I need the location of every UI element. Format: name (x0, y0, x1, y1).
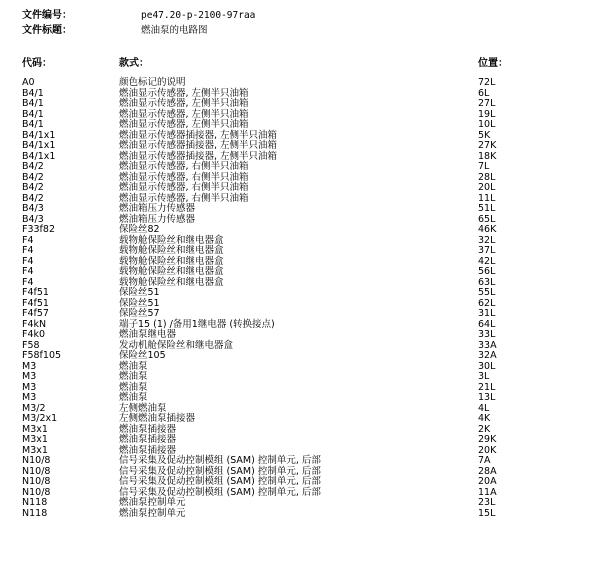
table-row (0, 330, 608, 341)
table-row (0, 414, 608, 425)
row-code: F4 (22, 266, 34, 277)
table-row (0, 404, 608, 415)
table-row (0, 267, 608, 278)
row-description: 信号采集及促动控制模组 (SAM) 控制单元, 后部 (119, 465, 321, 477)
row-code: B4/1x1 (22, 140, 56, 151)
row-position: 72L (478, 77, 496, 88)
table-row (0, 141, 608, 152)
row-code: B4/1 (22, 108, 44, 120)
table-row (0, 110, 608, 121)
table-row (0, 99, 608, 110)
row-description: 燃油泵 (119, 381, 148, 393)
row-position: 4K (478, 413, 491, 424)
row-description: 保险丝51 (119, 297, 160, 309)
table-row (0, 215, 608, 226)
table-row (0, 246, 608, 257)
row-position: 21L (478, 381, 496, 393)
table-row (0, 162, 608, 173)
doc-title-value: 燃油泵的电路图 (141, 25, 208, 36)
row-position: 46K (478, 224, 497, 235)
row-description: 载物舱保险丝和继电器盒 (119, 276, 224, 288)
row-position: 27L (478, 98, 496, 109)
table-row (0, 204, 608, 215)
row-code: F4 (22, 255, 34, 267)
row-description: 燃油泵继电器 (119, 329, 177, 340)
row-description: 燃油泵插接器 (119, 434, 177, 445)
row-code: F4 (22, 234, 34, 246)
row-description: 信号采集及促动控制模组 (SAM) 控制单元, 后部 (119, 455, 321, 466)
table-row (0, 509, 608, 520)
row-position: 20L (478, 182, 496, 193)
row-position: 23L (478, 497, 496, 508)
row-position: 5K (478, 129, 491, 141)
row-code: M3 (22, 360, 37, 372)
row-code: F4 (22, 276, 34, 288)
row-code: M3/2x1 (22, 413, 58, 424)
row-description: 左侧燃油泵插接器 (119, 413, 196, 424)
row-position: 33L (478, 329, 496, 340)
row-position: 28L (478, 171, 496, 183)
row-description: 信号采集及促动控制模组 (SAM) 控制单元, 后部 (119, 476, 321, 487)
row-description: 燃油泵控制单元 (119, 507, 186, 519)
component-table (0, 78, 608, 519)
row-position: 33A (478, 339, 497, 351)
doc-number-label: 文件编号： (22, 10, 72, 21)
row-position: 56L (478, 266, 496, 277)
row-description: 燃油显示传感器插接器, 左侧半只油箱 (119, 150, 278, 162)
row-position: 30L (478, 360, 496, 372)
row-description: 燃油显示传感器, 左侧半只油箱 (119, 87, 249, 99)
row-position: 63L (478, 276, 496, 288)
row-code: N118 (22, 497, 48, 508)
row-description: 燃油箱压力传感器 (119, 213, 196, 225)
row-position: 42L (478, 255, 496, 267)
table-row (0, 435, 608, 446)
table-row (0, 477, 608, 488)
row-position: 28A (478, 465, 497, 477)
row-code: F4f51 (22, 297, 49, 309)
row-position: 11A (478, 486, 497, 498)
row-description: 保险丝105 (119, 350, 166, 361)
row-code: M3/2 (22, 402, 46, 414)
row-code: B4/2 (22, 161, 44, 172)
row-position: 65L (478, 213, 496, 225)
row-description: 载物舱保险丝和继电器盒 (119, 255, 224, 267)
row-code: N118 (22, 507, 48, 519)
table-row (0, 131, 608, 142)
table-row (0, 183, 608, 194)
row-description: 颜色标记的说明 (119, 77, 186, 88)
row-position: 6L (478, 87, 490, 99)
doc-number-value: pe47.20-p-2100-97raa (141, 10, 256, 21)
row-code: B4/1x1 (22, 129, 56, 141)
row-position: 20A (478, 476, 497, 487)
row-position: 11L (478, 192, 496, 204)
row-description: 燃油显示传感器, 左侧半只油箱 (119, 119, 249, 130)
row-code: F58f105 (22, 350, 62, 361)
row-code: N10/8 (22, 465, 51, 477)
row-position: 32A (478, 350, 497, 361)
row-description: 端子15 (1) /备用1继电器 (转换接点) (119, 318, 275, 330)
row-code: B4/1 (22, 98, 44, 109)
row-code: F4f51 (22, 287, 49, 298)
row-code: N10/8 (22, 455, 51, 466)
row-description: 燃油泵控制单元 (119, 497, 186, 508)
table-row (0, 89, 608, 100)
table-row (0, 351, 608, 362)
column-header-description: 款式： (119, 58, 149, 69)
row-position: 32L (478, 234, 496, 246)
row-position: 31L (478, 308, 496, 319)
row-code: F4k0 (22, 329, 46, 340)
row-code: B4/1x1 (22, 150, 56, 162)
row-position: 13L (478, 392, 496, 403)
table-row (0, 173, 608, 184)
row-position: 37L (478, 245, 496, 256)
table-row (0, 393, 608, 404)
row-code: M3x1 (22, 423, 48, 435)
row-description: 载物舱保险丝和继电器盒 (119, 245, 224, 256)
row-code: F33f82 (22, 224, 55, 235)
row-description: 燃油箱压力传感器 (119, 203, 196, 214)
row-description: 保险丝51 (119, 287, 160, 298)
table-row (0, 236, 608, 247)
row-code: F4kN (22, 318, 47, 330)
row-position: 55L (478, 287, 496, 298)
row-position: 7A (478, 455, 491, 466)
table-row (0, 194, 608, 205)
row-code: M3x1 (22, 434, 48, 445)
table-row (0, 78, 608, 89)
row-code: B4/2 (22, 171, 44, 183)
row-description: 燃油泵 (119, 371, 148, 382)
row-code: M3 (22, 381, 37, 393)
row-code: M3 (22, 371, 37, 382)
row-description: 保险丝82 (119, 224, 160, 235)
row-position: 19L (478, 108, 496, 120)
table-row (0, 225, 608, 236)
row-description: 信号采集及促动控制模组 (SAM) 控制单元, 后部 (119, 486, 321, 498)
column-header-code: 代码： (22, 58, 52, 69)
row-description: 燃油显示传感器, 右侧半只油箱 (119, 182, 249, 193)
row-description: 左侧燃油泵 (119, 402, 167, 414)
table-row (0, 299, 608, 310)
row-description: 保险丝57 (119, 308, 160, 319)
row-position: 18K (478, 150, 497, 162)
row-code: F4 (22, 245, 34, 256)
row-position: 3L (478, 371, 490, 382)
row-position: 62L (478, 297, 496, 309)
table-row (0, 383, 608, 394)
row-code: B4/3 (22, 203, 44, 214)
row-code: B4/2 (22, 192, 44, 204)
row-code: B4/1 (22, 87, 44, 99)
row-description: 发动机舱保险丝和继电器盒 (119, 339, 234, 351)
row-position: 29K (478, 434, 497, 445)
row-position: 27K (478, 140, 497, 151)
row-description: 燃油显示传感器, 右侧半只油箱 (119, 171, 249, 183)
row-position: 10L (478, 119, 496, 130)
table-row (0, 257, 608, 268)
column-header-position: 位置： (478, 58, 508, 69)
row-position: 15L (478, 507, 496, 519)
row-description: 燃油泵 (119, 392, 148, 403)
row-description: 燃油显示传感器, 左侧半只油箱 (119, 98, 249, 109)
row-position: 51L (478, 203, 496, 214)
row-description: 燃油泵 (119, 360, 148, 372)
table-row (0, 320, 608, 331)
row-code: B4/3 (22, 213, 44, 225)
table-row (0, 456, 608, 467)
table-row (0, 288, 608, 299)
row-position: 64L (478, 318, 496, 330)
table-row (0, 425, 608, 436)
table-row (0, 341, 608, 352)
row-code: F4f57 (22, 308, 49, 319)
row-position: 7L (478, 161, 490, 172)
row-position: 4L (478, 402, 490, 414)
row-code: B4/2 (22, 182, 44, 193)
row-description: 燃油显示传感器, 右侧半只油箱 (119, 161, 249, 172)
row-code: F58 (22, 339, 40, 351)
row-position: 2K (478, 423, 491, 435)
table-row (0, 120, 608, 131)
row-code: N10/8 (22, 476, 51, 487)
row-description: 燃油泵插接器 (119, 423, 177, 435)
row-description: 燃油显示传感器插接器, 左侧半只油箱 (119, 140, 278, 151)
table-row (0, 152, 608, 163)
table-row (0, 309, 608, 320)
row-description: 燃油显示传感器, 右侧半只油箱 (119, 192, 249, 204)
row-description: 载物舱保险丝和继电器盒 (119, 266, 224, 277)
row-description: 燃油泵插接器 (119, 444, 177, 456)
doc-title-label: 文件标题： (22, 25, 72, 36)
row-code: M3 (22, 392, 37, 403)
row-description: 载物舱保险丝和继电器盒 (119, 234, 224, 246)
table-row (0, 362, 608, 373)
table-row (0, 498, 608, 509)
row-code: B4/1 (22, 119, 44, 130)
row-description: 燃油显示传感器, 左侧半只油箱 (119, 108, 249, 120)
row-code: N10/8 (22, 486, 51, 498)
table-row (0, 278, 608, 289)
row-description: 燃油显示传感器插接器, 左侧半只油箱 (119, 129, 278, 141)
row-position: 20K (478, 444, 497, 456)
table-row (0, 488, 608, 499)
table-row (0, 372, 608, 383)
row-code: M3x1 (22, 444, 48, 456)
row-code: A0 (22, 77, 35, 88)
